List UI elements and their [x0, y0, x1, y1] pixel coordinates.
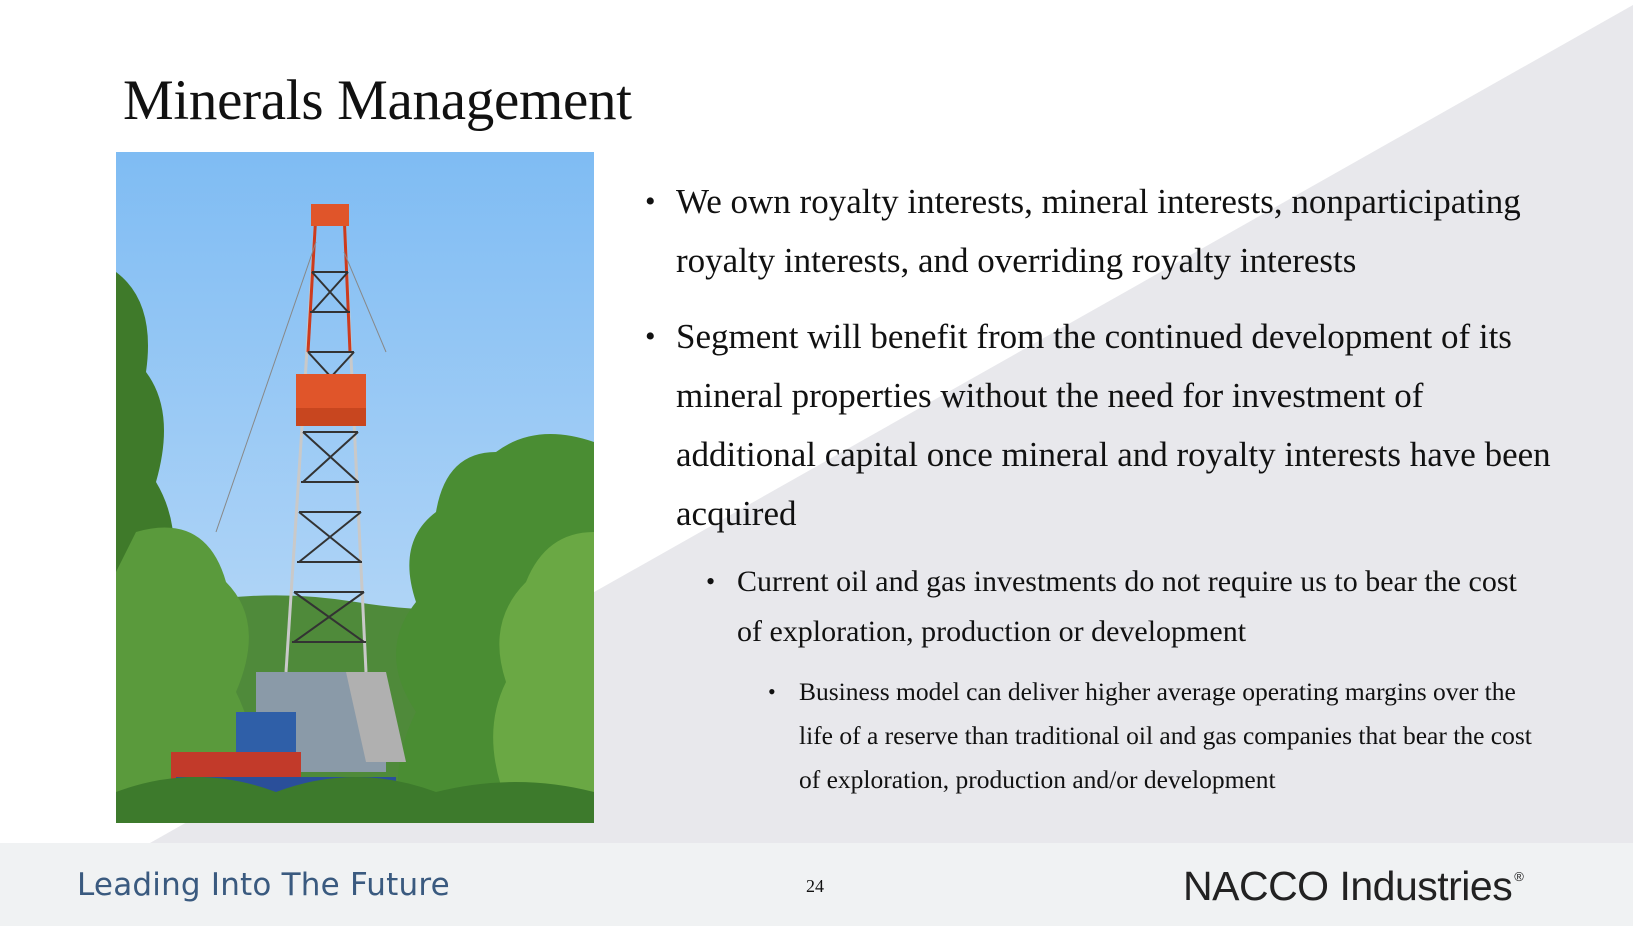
bullet-text: Business model can deliver higher average operating margins over the	[799, 677, 1516, 706]
bullet-royalty-interests	[645, 172, 1605, 290]
bullet-text: acquired	[676, 494, 797, 533]
bullet-list	[645, 172, 1605, 802]
bullet-marker: •	[706, 567, 716, 596]
sub-sub-bullet-business-model	[768, 670, 1605, 802]
bullet-text: We own royalty interests, mineral interests, nonparticipating	[676, 182, 1521, 221]
bullet-text: additional capital once mineral and royalty interests have been	[676, 435, 1551, 474]
page-number: 24	[806, 876, 824, 896]
footer-tagline: Leading Into The Future	[77, 867, 450, 903]
bullet-text: Current oil and gas investments do not require us to bear the cost	[737, 565, 1517, 598]
bullet-text: life of a reserve than traditional oil and gas companies that bear the cost	[799, 721, 1532, 750]
bullet-text: mineral properties without the need for investment of	[676, 376, 1424, 415]
logo-text: NACCO Industries	[1183, 863, 1513, 909]
bullet-text: Segment will benefit from the continued development of its	[676, 317, 1512, 356]
bullet-marker: •	[645, 185, 656, 218]
slide-footer	[0, 843, 1633, 926]
bullet-marker: •	[768, 679, 776, 704]
sub-bullet-investments	[706, 557, 1605, 657]
registered-mark: ®	[1514, 869, 1524, 884]
bullet-segment-benefit	[645, 307, 1605, 543]
bullet-text: royalty interests, and overriding royalty interests	[676, 241, 1357, 280]
bullet-marker: •	[645, 320, 656, 353]
drilling-rig-photo	[116, 152, 594, 823]
slide-title: Minerals Management	[123, 69, 632, 132]
company-logo	[1183, 863, 1523, 910]
bullet-text: of exploration, production or development	[737, 615, 1247, 648]
bullet-text: of exploration, production and/or development	[799, 765, 1276, 794]
